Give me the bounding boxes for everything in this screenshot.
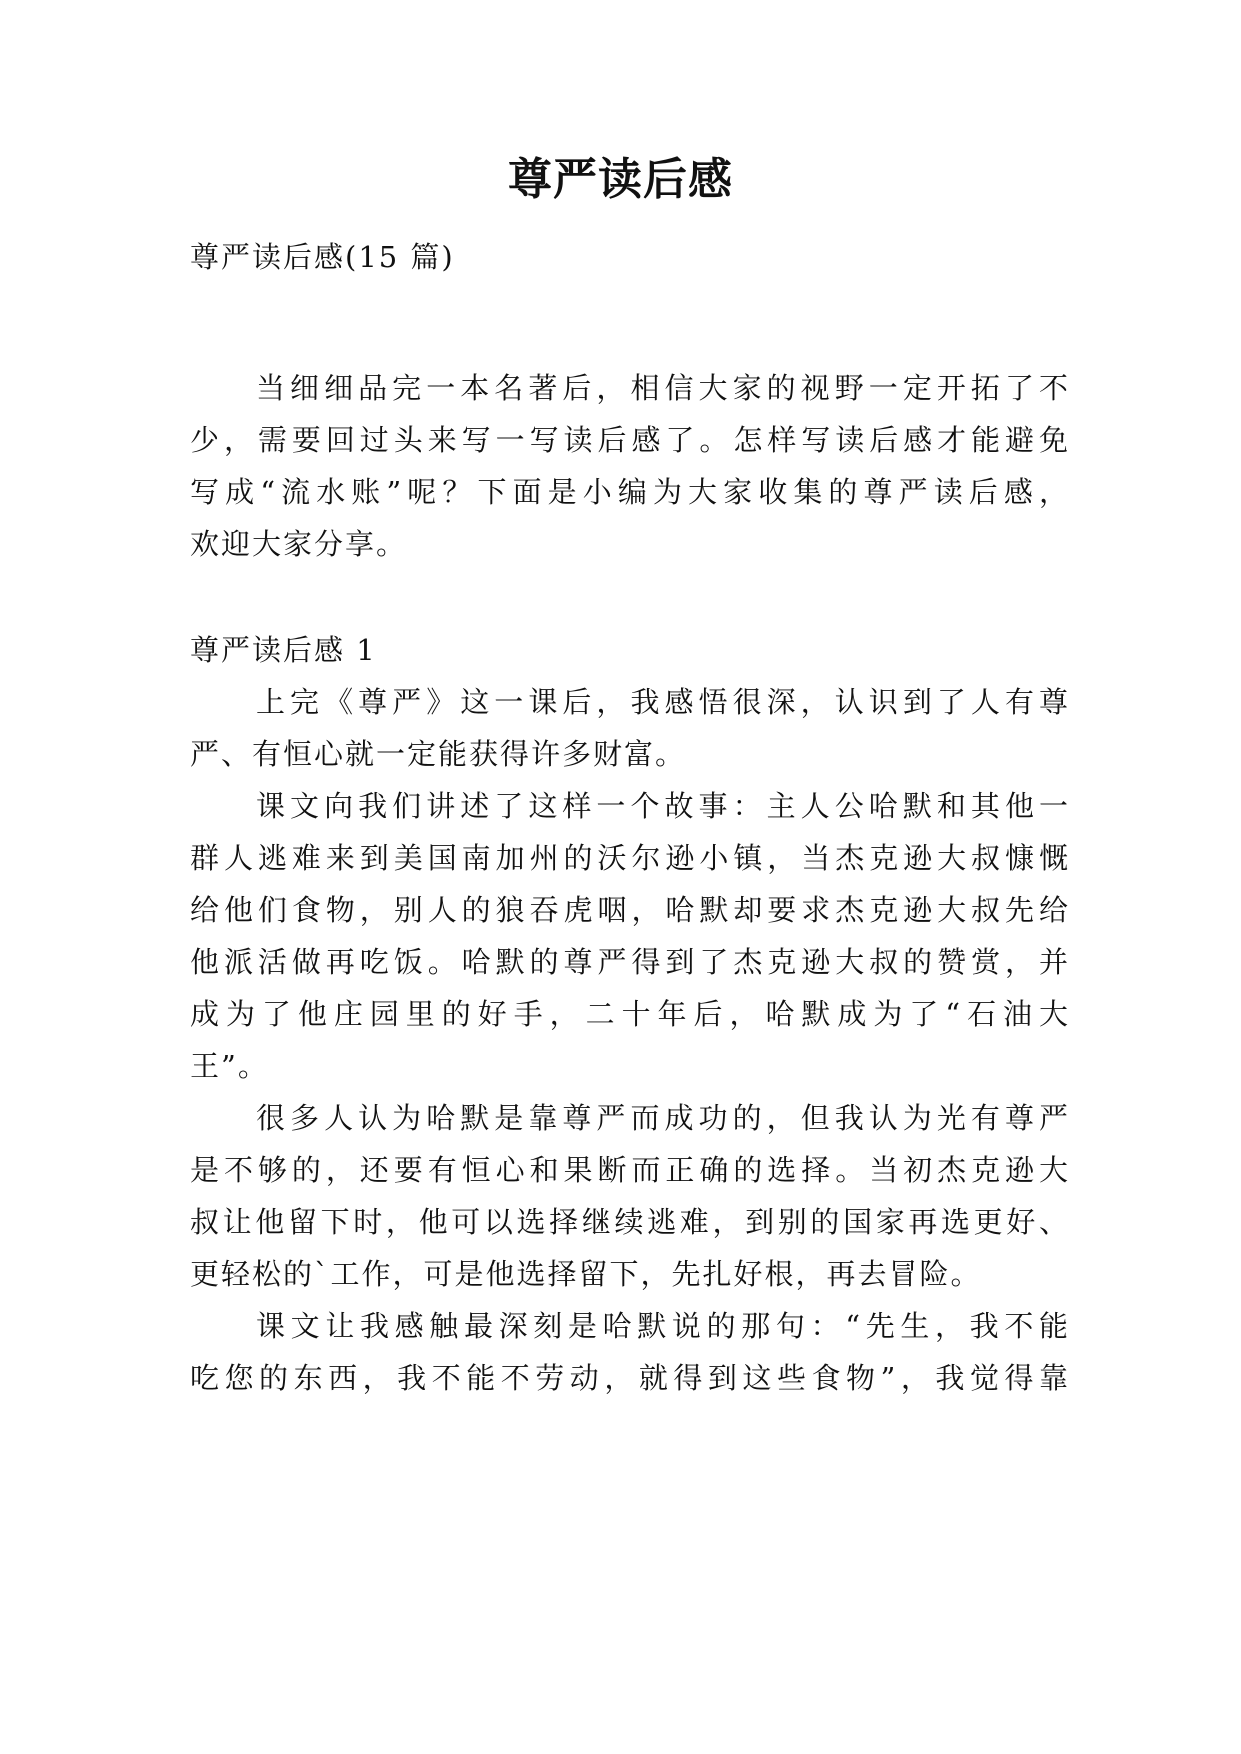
- p2-line-2: 群人逃难来到美国南加州的沃尔逊小镇，当杰克逊大叔慷慨: [190, 841, 1070, 875]
- p1-line-2: 严、有恒心就一定能获得许多财富。: [190, 737, 687, 771]
- document-title: 尊严读后感: [508, 154, 733, 205]
- p4-line-1: 课文让我感触最深刻是哈默说的那句：“先生，我不能: [256, 1309, 1070, 1343]
- p2-line-4: 他派活做再吃饭。哈默的尊严得到了杰克逊大叔的赞赏，并: [190, 945, 1070, 979]
- p2-line-6: 王”。: [190, 1049, 269, 1083]
- p2-line-3: 给他们食物，别人的狼吞虎咽，哈默却要求杰克逊大叔先给: [190, 893, 1070, 927]
- intro-line-2: 少，需要回过头来写一写读后感了。怎样写读后感才能避免: [190, 423, 1070, 457]
- p4-line-2: 吃您的东西，我不能不劳动，就得到这些食物”，我觉得靠: [190, 1361, 1070, 1395]
- section-heading-1: 尊严读后感 1: [190, 633, 377, 667]
- p1-line-1: 上完《尊严》这一课后，我感悟很深，认识到了人有尊: [256, 685, 1070, 719]
- p3-line-4: 更轻松的`工作，可是他选择留下，先扎好根，再去冒险。: [190, 1257, 982, 1291]
- intro-line-1: 当细细品完一本名著后，相信大家的视野一定开拓了不: [256, 371, 1070, 405]
- p2-line-1: 课文向我们讲述了这样一个故事：主人公哈默和其他一: [256, 789, 1070, 823]
- intro-line-4: 欢迎大家分享。: [190, 527, 408, 561]
- p3-line-1: 很多人认为哈默是靠尊严而成功的，但我认为光有尊严: [256, 1101, 1070, 1135]
- p3-line-3: 叔让他留下时，他可以选择继续逃难，到别的国家再选更好、: [190, 1205, 1070, 1239]
- intro-line-3: 写成“流水账”呢？下面是小编为大家收集的尊严读后感，: [190, 475, 1070, 509]
- p3-line-2: 是不够的，还要有恒心和果断而正确的选择。当初杰克逊大: [190, 1153, 1070, 1187]
- document-subtitle: 尊严读后感(15 篇): [190, 240, 455, 274]
- p2-line-5: 成为了他庄园里的好手，二十年后，哈默成为了“石油大: [190, 997, 1070, 1031]
